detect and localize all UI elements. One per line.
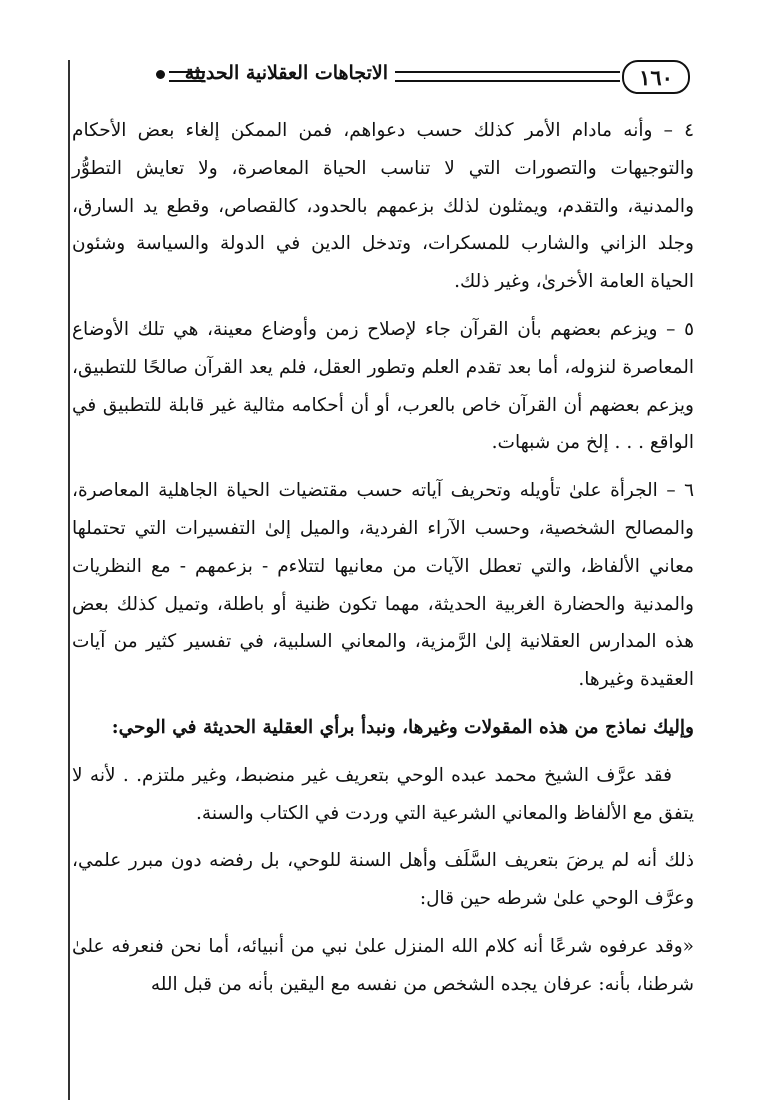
section-lead-heading: وإليك نماذج من هذه المقولات وغيرها، ونبدأ برأي العقلية الحديثة في الوحي: [111,716,694,738]
page-number: ١٦٠ [622,60,690,94]
paragraph-point-4: ٤ – وأنه مادام الأمر كذلك حسب دعواهم، فمن الممكن إلغاء بعض الأحكام والتوجيهات والتصورات التي لا تناسب الحياة المعاصرة، ولا تعايش التطوُّر والمدنية، والتقدم، ويمثلون لذلك بزعمهم بالحدود، كالقصاص، وقطع يد السارق، وجلد الزاني والشارب للمسكرات، وتدخل الدين في الدولة والسياسة وشئون الحياة العامة الأخرىٰ، وغير ذلك. [72,120,694,293]
paragraph-abduh-definition: فقد عرَّف الشيخ محمد عبده الوحي بتعريف غير منضبط، وغير ملتزم. . لأنه لا يتفق مع الألفاظ والمعاني الشرعية التي وردت في الكتاب والسنة. [72,764,694,824]
paragraph-point-5: ٥ – ويزعم بعضهم بأن القرآن جاء لإصلاح زمن وأوضاع معينة، هي تلك الأوضاع المعاصرة لنزوله، أما بعد تقدم العلم وتطور العقل، فلم يعد القرآن صالحًا للتطبيق، ويزعم بعضهم أن القرآن خاص بالعرب، أو أن أحكامه مثالية غير قابلة للتطبيق في الواقع . . . إلخ من شبهات. [72,318,694,454]
header-ornament-dot [156,70,165,79]
page-header [90,58,690,98]
paragraph-rejection: ذلك أنه لم يرضَ بتعريف السَّلَف وأهل السنة للوحي، بل رفضه دون مبرر علمي، وعرَّف الوحي علىٰ شرطه حين قال: [72,850,694,910]
running-title: الاتجاهات العقلانية الحديثة [184,62,388,84]
header-rule [395,71,620,82]
paragraph-quote: «وقد عرفوه شرعًا أنه كلام الله المنزل علىٰ نبي من أنبيائه، أما نحن فنعرفه علىٰ شرطنا، بأنه: عرفان يجده الشخص من نفسه مع اليقين بأنه من قبل الله [72,935,694,995]
paragraph-point-6: ٦ – الجرأة علىٰ تأويله وتحريف آياته حسب مقتضيات الحياة الجاهلية المعاصرة، والمصالح الشخصية، وحسب الآراء الفردية، والميل إلىٰ التفسيرات التي تحتملها معاني الألفاظ، والتي تعطل الآيات من معانيها لتتلاءم - بزعمهم - مع النظريات والمدنية والحضارة الغربية الحديثة، مهما تكون ظنية أو باطلة، وتميل كذلك بعض هذه المدارس العقلانية إلىٰ الرَّمزية، والمعاني السلبية، في تفسير كثير من آيات العقيدة وغيرها. [72,480,694,691]
page-body [72,112,694,1014]
header-rule-end [169,71,205,82]
margin-rule [68,60,70,1100]
